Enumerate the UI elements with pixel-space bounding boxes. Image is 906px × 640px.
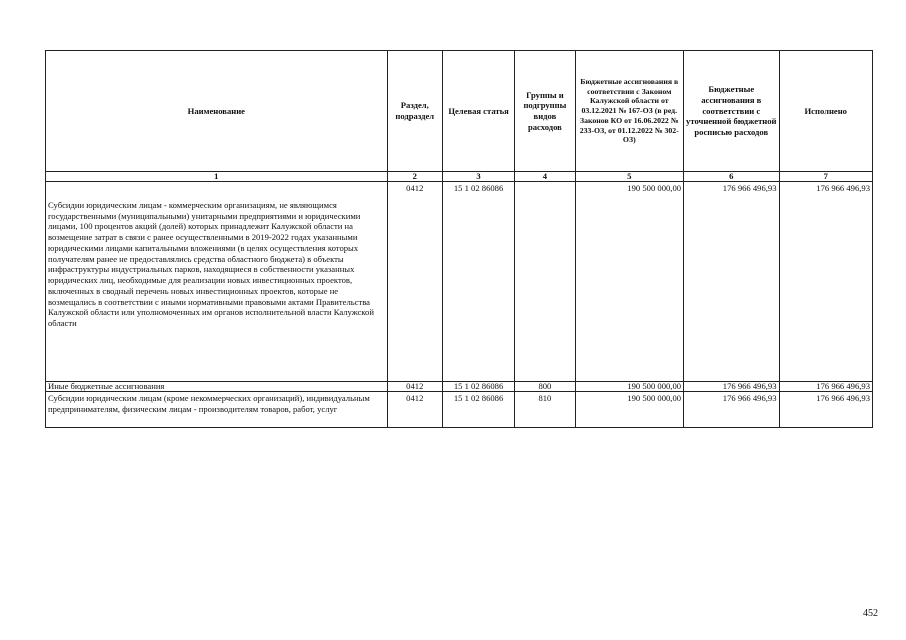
row-name: Субсидии юридическим лицам (кроме некоммерческих организаций), индивидуальным предпринимателям, физическим лицам - производителям товаров, работ, услуг xyxy=(46,392,388,428)
table-row xyxy=(46,392,873,428)
row-expense-group xyxy=(515,182,575,382)
column-number: 1 xyxy=(46,172,388,182)
row-law-amount: 190 500 000,00 xyxy=(575,392,684,428)
row-executed-amount: 176 966 496,93 xyxy=(779,182,873,382)
row-law-amount: 190 500 000,00 xyxy=(575,182,684,382)
row-target-article: 15 1 02 86086 xyxy=(442,182,514,382)
column-number: 6 xyxy=(684,172,779,182)
column-number: 2 xyxy=(387,172,442,182)
header-section: Раздел, подраздел xyxy=(387,51,442,172)
row-name: Иные бюджетные ассигнования xyxy=(46,382,388,392)
row-section: 0412 xyxy=(387,382,442,392)
column-number: 5 xyxy=(575,172,684,182)
page-number: 452 xyxy=(863,608,878,619)
header-row xyxy=(46,51,873,172)
row-target-article: 15 1 02 86086 xyxy=(442,392,514,428)
row-expense-group: 800 xyxy=(515,382,575,392)
row-expense-group: 810 xyxy=(515,392,575,428)
row-roster-amount: 176 966 496,93 xyxy=(684,392,779,428)
column-number-row xyxy=(46,172,873,182)
row-name: Субсидии юридическим лицам - коммерческим организациям, не являющимся государственными (муниципальными) унитарными предприятиями и юридическими лицами, 100 процентов акций (долей) которых принадлежит Калужской области на возмещение затрат в связи с ранее осуществленными в 2019-2022 годах указанными юридическими лицами капитальными вложениями (в целях осуществления которых получателям ранее не предоставлялись средства областного бюджета) в объекты инфраструктуры индустриальных парков, находящиеся в собственности указанных юридических лиц, необходимые для реализации новых инвестиционных проектов, включенных в сводный перечень новых инвестиционных проектов, которые не возмещались в соответствии с иными нормативными правовыми актами Правительства Калужской области или уполномоченных им органов исполнительной власти Калужской области xyxy=(46,182,388,382)
header-name: Наименование xyxy=(46,51,388,172)
row-target-article: 15 1 02 86086 xyxy=(442,382,514,392)
row-section: 0412 xyxy=(387,392,442,428)
budget-table xyxy=(45,50,873,428)
header-target-article: Целевая статья xyxy=(442,51,514,172)
column-number: 3 xyxy=(442,172,514,182)
row-roster-amount: 176 966 496,93 xyxy=(684,182,779,382)
table-row xyxy=(46,182,873,382)
row-executed-amount: 176 966 496,93 xyxy=(779,392,873,428)
row-law-amount: 190 500 000,00 xyxy=(575,382,684,392)
row-roster-amount: 176 966 496,93 xyxy=(684,382,779,392)
header-law-allocations: Бюджетные ассигнования в соответствии с Законом Калужской области от 03.12.2021 № 167-ОЗ (в ред. Законов КО от 16.06.2022 № 233-ОЗ, от 01.12.2022 № 302-ОЗ) xyxy=(575,51,684,172)
header-expense-groups: Группы и подгруппы видов расходов xyxy=(515,51,575,172)
column-number: 4 xyxy=(515,172,575,182)
header-roster-allocations: Бюджетные ассигнования в соответствии с уточненной бюджетной росписью расходов xyxy=(684,51,779,172)
table-row xyxy=(46,382,873,392)
row-executed-amount: 176 966 496,93 xyxy=(779,382,873,392)
row-section: 0412 xyxy=(387,182,442,382)
column-number: 7 xyxy=(779,172,873,182)
header-executed: Исполнено xyxy=(779,51,873,172)
